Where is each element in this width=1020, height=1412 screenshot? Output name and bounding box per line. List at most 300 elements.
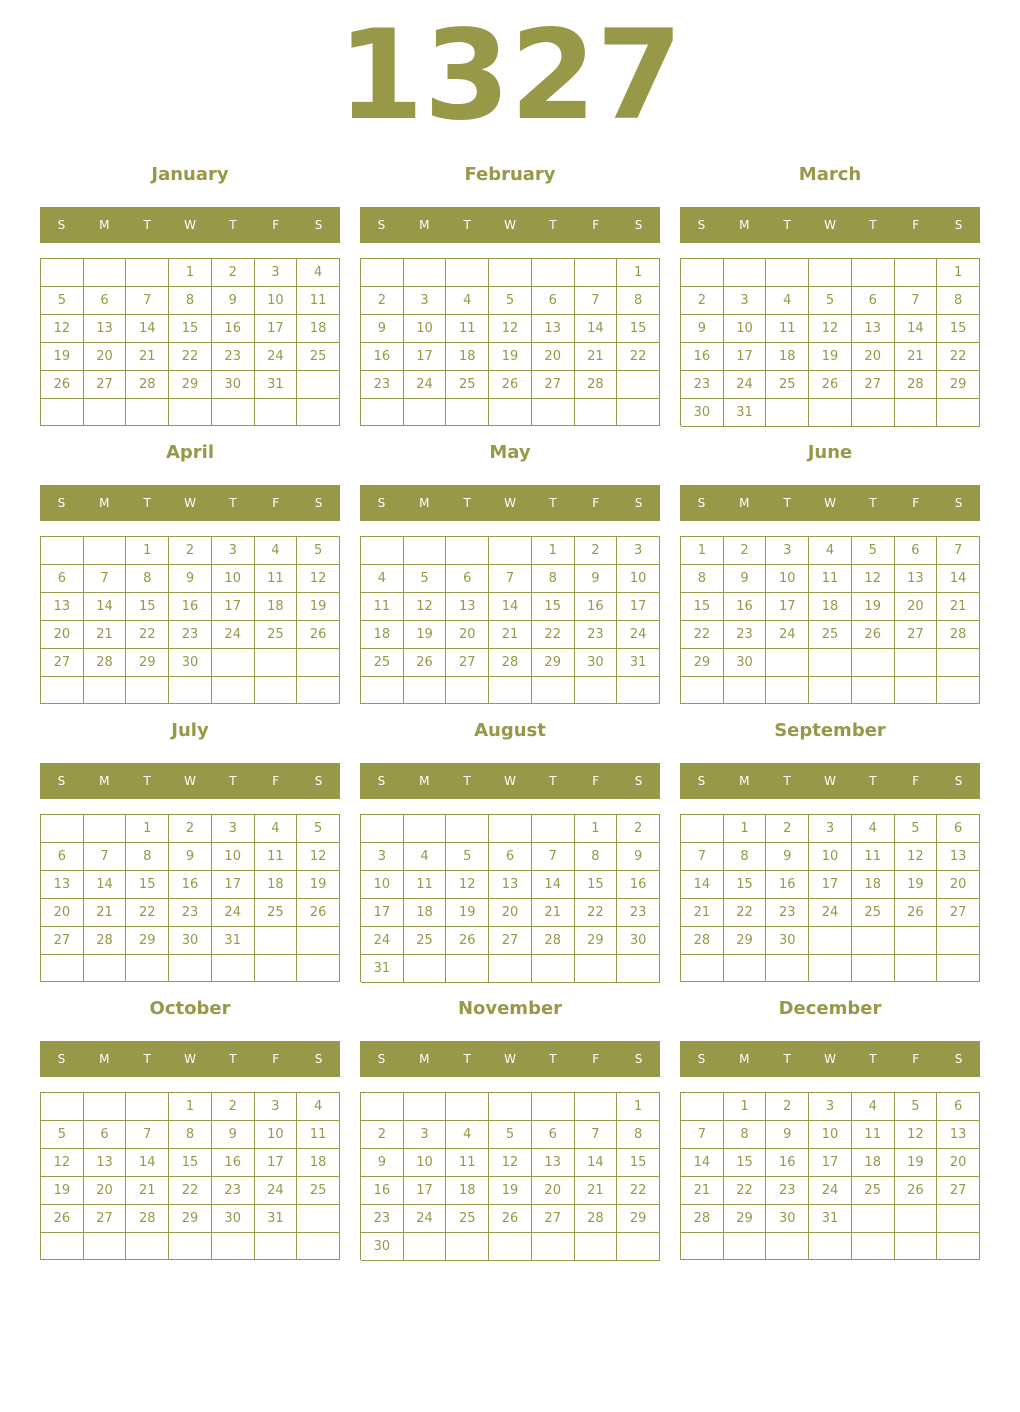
empty-cell — [724, 677, 767, 704]
day-cell: 4 — [446, 1121, 489, 1149]
weekday-label: F — [912, 1052, 920, 1066]
day-cell: 6 — [937, 815, 980, 843]
day-cell: 24 — [724, 371, 767, 399]
weekday-label: T — [869, 774, 877, 788]
empty-cell — [489, 677, 532, 704]
day-cell: 3 — [404, 1121, 447, 1149]
day-cell: 19 — [446, 899, 489, 927]
empty-cell — [852, 259, 895, 287]
day-cell: 23 — [169, 621, 212, 649]
empty-cell — [489, 399, 532, 426]
empty-cell — [937, 1233, 980, 1260]
day-cell: 21 — [895, 343, 938, 371]
weekday-header — [680, 1041, 980, 1077]
day-cell: 30 — [617, 927, 660, 955]
month-name: July — [171, 720, 209, 741]
weekday-label: M — [99, 1052, 110, 1066]
day-cell: 9 — [681, 315, 724, 343]
day-cell: 16 — [212, 315, 255, 343]
day-cell: 4 — [297, 1093, 340, 1121]
day-cell: 4 — [297, 259, 340, 287]
month-name: February — [464, 164, 556, 185]
day-cell: 17 — [809, 871, 852, 899]
empty-cell — [446, 955, 489, 983]
day-cell: 7 — [681, 1121, 724, 1149]
day-cell: 4 — [255, 815, 298, 843]
weekday-label: S — [954, 1052, 963, 1066]
day-cell: 24 — [212, 899, 255, 927]
day-cell: 11 — [255, 843, 298, 871]
day-cell: 29 — [617, 1205, 660, 1233]
day-cell: 6 — [489, 843, 532, 871]
day-cell: 25 — [255, 621, 298, 649]
day-cell: 7 — [489, 565, 532, 593]
empty-cell — [126, 955, 169, 982]
empty-cell — [575, 1233, 618, 1261]
day-cell: 13 — [937, 1121, 980, 1149]
empty-cell — [809, 259, 852, 287]
day-cell: 14 — [84, 593, 127, 621]
day-cell: 15 — [724, 1149, 767, 1177]
empty-cell — [809, 927, 852, 955]
day-cell: 24 — [361, 927, 404, 955]
weekday-label: T — [463, 496, 471, 510]
day-cell: 28 — [84, 927, 127, 955]
empty-cell — [809, 677, 852, 704]
empty-cell — [446, 399, 489, 426]
weekday-label: T — [229, 1052, 237, 1066]
empty-cell — [809, 955, 852, 982]
day-cell: 1 — [169, 1093, 212, 1121]
empty-cell — [446, 1093, 489, 1121]
day-cell: 15 — [575, 871, 618, 899]
day-cell: 21 — [575, 343, 618, 371]
empty-cell — [255, 649, 298, 677]
day-cell: 16 — [724, 593, 767, 621]
day-cell: 12 — [809, 315, 852, 343]
empty-cell — [617, 371, 660, 399]
day-cell: 5 — [895, 1093, 938, 1121]
weekday-header — [360, 763, 660, 799]
day-cell: 30 — [766, 927, 809, 955]
day-cell: 13 — [937, 843, 980, 871]
day-cell: 2 — [766, 1093, 809, 1121]
empty-cell — [575, 955, 618, 983]
day-cell: 23 — [766, 899, 809, 927]
empty-cell — [297, 955, 340, 982]
day-cell: 30 — [212, 371, 255, 399]
day-cell: 15 — [126, 593, 169, 621]
day-cell: 7 — [681, 843, 724, 871]
day-cell: 31 — [255, 371, 298, 399]
day-cell: 23 — [361, 371, 404, 399]
day-cell: 20 — [852, 343, 895, 371]
day-cell: 26 — [852, 621, 895, 649]
day-cell: 26 — [895, 1177, 938, 1205]
weekday-label: T — [463, 1052, 471, 1066]
day-cell: 25 — [297, 1177, 340, 1205]
empty-cell — [937, 649, 980, 677]
day-cell: 7 — [84, 843, 127, 871]
day-cell: 20 — [84, 343, 127, 371]
empty-cell — [361, 677, 404, 704]
day-cell: 13 — [852, 315, 895, 343]
day-cell: 31 — [361, 955, 404, 983]
weekday-header — [40, 207, 340, 243]
day-cell: 10 — [255, 1121, 298, 1149]
day-cell: 29 — [681, 649, 724, 677]
weekday-label: M — [419, 496, 430, 510]
day-cell: 8 — [617, 1121, 660, 1149]
day-cell: 29 — [126, 649, 169, 677]
weekday-label: S — [57, 218, 66, 232]
day-cell: 27 — [532, 1205, 575, 1233]
empty-cell — [895, 1205, 938, 1233]
day-cell: 31 — [617, 649, 660, 677]
day-cell: 18 — [297, 315, 340, 343]
empty-cell — [255, 677, 298, 704]
day-cell: 17 — [212, 871, 255, 899]
empty-cell — [766, 649, 809, 677]
day-cell: 4 — [766, 287, 809, 315]
day-cell: 8 — [169, 1121, 212, 1149]
day-cell: 20 — [41, 621, 84, 649]
day-cell: 5 — [404, 565, 447, 593]
day-cell: 19 — [297, 593, 340, 621]
weekday-header — [680, 207, 980, 243]
day-cell: 24 — [766, 621, 809, 649]
day-cell: 21 — [681, 1177, 724, 1205]
empty-cell — [404, 399, 447, 426]
weekday-label: M — [739, 774, 750, 788]
day-grid — [360, 814, 660, 982]
day-cell: 10 — [617, 565, 660, 593]
day-cell: 2 — [212, 259, 255, 287]
day-cell: 14 — [895, 315, 938, 343]
empty-cell — [126, 1093, 169, 1121]
day-cell: 27 — [84, 1205, 127, 1233]
day-cell: 12 — [895, 843, 938, 871]
empty-cell — [404, 955, 447, 983]
day-cell: 1 — [937, 259, 980, 287]
day-grid — [40, 1092, 340, 1260]
day-cell: 13 — [41, 593, 84, 621]
day-cell: 14 — [489, 593, 532, 621]
day-cell: 11 — [852, 1121, 895, 1149]
empty-cell — [404, 537, 447, 565]
day-cell: 20 — [446, 621, 489, 649]
weekday-label: W — [504, 774, 516, 788]
empty-cell — [255, 955, 298, 982]
weekday-label: T — [229, 496, 237, 510]
empty-cell — [212, 1233, 255, 1260]
day-cell: 26 — [489, 371, 532, 399]
day-cell: 6 — [852, 287, 895, 315]
day-cell: 8 — [937, 287, 980, 315]
day-cell: 2 — [212, 1093, 255, 1121]
day-cell: 3 — [617, 537, 660, 565]
empty-cell — [297, 649, 340, 677]
month-name: April — [165, 442, 215, 463]
day-cell: 1 — [575, 815, 618, 843]
day-cell: 11 — [852, 843, 895, 871]
month-name: March — [798, 164, 862, 185]
day-cell: 21 — [532, 899, 575, 927]
month-name: September — [774, 720, 886, 741]
day-cell: 8 — [169, 287, 212, 315]
day-cell: 10 — [212, 565, 255, 593]
weekday-label: T — [463, 774, 471, 788]
day-cell: 14 — [532, 871, 575, 899]
day-cell: 18 — [852, 1149, 895, 1177]
empty-cell — [84, 1093, 127, 1121]
day-cell: 5 — [489, 287, 532, 315]
day-cell: 12 — [297, 843, 340, 871]
weekday-label: S — [954, 496, 963, 510]
empty-cell — [766, 955, 809, 982]
day-cell: 17 — [404, 343, 447, 371]
day-cell: 4 — [361, 565, 404, 593]
day-cell: 19 — [895, 871, 938, 899]
day-cell: 30 — [766, 1205, 809, 1233]
weekday-label: W — [184, 218, 196, 232]
weekday-label: F — [592, 218, 600, 232]
month-name: November — [457, 998, 563, 1019]
day-cell: 20 — [532, 343, 575, 371]
day-cell: 11 — [446, 1149, 489, 1177]
empty-cell — [532, 677, 575, 704]
day-cell: 14 — [575, 1149, 618, 1177]
empty-cell — [617, 1233, 660, 1261]
day-cell: 6 — [937, 1093, 980, 1121]
day-cell: 17 — [212, 593, 255, 621]
empty-cell — [895, 649, 938, 677]
weekday-header — [40, 1041, 340, 1077]
empty-cell — [532, 1093, 575, 1121]
day-cell: 24 — [809, 1177, 852, 1205]
day-cell: 18 — [361, 621, 404, 649]
day-cell: 11 — [766, 315, 809, 343]
day-cell: 22 — [937, 343, 980, 371]
day-cell: 21 — [575, 1177, 618, 1205]
day-cell: 12 — [297, 565, 340, 593]
weekday-label: W — [824, 1052, 836, 1066]
day-cell: 22 — [681, 621, 724, 649]
day-cell: 27 — [852, 371, 895, 399]
day-grid — [680, 814, 980, 982]
day-cell: 29 — [532, 649, 575, 677]
day-cell: 16 — [169, 871, 212, 899]
day-grid — [360, 258, 660, 426]
day-cell: 28 — [126, 1205, 169, 1233]
day-cell: 1 — [617, 1093, 660, 1121]
day-cell: 27 — [41, 927, 84, 955]
day-cell: 17 — [724, 343, 767, 371]
weekday-header — [40, 763, 340, 799]
day-cell: 19 — [852, 593, 895, 621]
day-cell: 19 — [41, 1177, 84, 1205]
day-cell: 23 — [766, 1177, 809, 1205]
day-cell: 2 — [681, 287, 724, 315]
day-cell: 8 — [724, 843, 767, 871]
day-cell: 3 — [724, 287, 767, 315]
weekday-label: S — [377, 496, 386, 510]
day-cell: 13 — [446, 593, 489, 621]
day-cell: 11 — [446, 315, 489, 343]
empty-cell — [532, 815, 575, 843]
day-cell: 13 — [895, 565, 938, 593]
empty-cell — [212, 677, 255, 704]
empty-cell — [126, 1233, 169, 1260]
empty-cell — [212, 399, 255, 426]
empty-cell — [41, 259, 84, 287]
weekday-label: M — [739, 1052, 750, 1066]
day-cell: 9 — [361, 315, 404, 343]
day-cell: 3 — [404, 287, 447, 315]
day-cell: 19 — [404, 621, 447, 649]
day-cell: 2 — [361, 287, 404, 315]
day-cell: 13 — [532, 1149, 575, 1177]
day-cell: 16 — [766, 1149, 809, 1177]
day-cell: 11 — [361, 593, 404, 621]
day-cell: 14 — [681, 1149, 724, 1177]
empty-cell — [255, 399, 298, 426]
day-cell: 18 — [446, 343, 489, 371]
day-cell: 5 — [41, 1121, 84, 1149]
empty-cell — [84, 677, 127, 704]
day-cell: 17 — [404, 1177, 447, 1205]
day-cell: 31 — [255, 1205, 298, 1233]
weekday-header — [40, 485, 340, 521]
day-cell: 10 — [212, 843, 255, 871]
empty-cell — [809, 649, 852, 677]
day-cell: 26 — [297, 621, 340, 649]
day-cell: 8 — [126, 565, 169, 593]
day-cell: 26 — [489, 1205, 532, 1233]
empty-cell — [895, 259, 938, 287]
empty-cell — [489, 815, 532, 843]
day-cell: 5 — [852, 537, 895, 565]
empty-cell — [895, 955, 938, 982]
weekday-label: T — [549, 1052, 557, 1066]
day-cell: 18 — [255, 871, 298, 899]
day-cell: 31 — [809, 1205, 852, 1233]
day-cell: 22 — [126, 621, 169, 649]
day-cell: 29 — [724, 927, 767, 955]
day-cell: 26 — [809, 371, 852, 399]
day-cell: 9 — [766, 843, 809, 871]
day-cell: 7 — [126, 1121, 169, 1149]
empty-cell — [852, 927, 895, 955]
day-cell: 6 — [41, 843, 84, 871]
day-cell: 19 — [895, 1149, 938, 1177]
weekday-label: M — [419, 218, 430, 232]
day-cell: 24 — [212, 621, 255, 649]
day-cell: 1 — [532, 537, 575, 565]
day-cell: 8 — [126, 843, 169, 871]
day-cell: 29 — [575, 927, 618, 955]
day-cell: 2 — [169, 537, 212, 565]
day-grid — [680, 258, 980, 426]
day-cell: 29 — [169, 1205, 212, 1233]
day-cell: 28 — [575, 371, 618, 399]
weekday-label: F — [272, 774, 280, 788]
day-cell: 21 — [126, 343, 169, 371]
weekday-label: M — [99, 218, 110, 232]
weekday-header — [360, 485, 660, 521]
weekday-label: T — [549, 218, 557, 232]
day-cell: 12 — [895, 1121, 938, 1149]
day-cell: 1 — [169, 259, 212, 287]
day-cell: 12 — [852, 565, 895, 593]
empty-cell — [361, 815, 404, 843]
empty-cell — [169, 1233, 212, 1260]
weekday-label: S — [57, 496, 66, 510]
day-cell: 21 — [126, 1177, 169, 1205]
day-cell: 30 — [575, 649, 618, 677]
day-cell: 28 — [681, 927, 724, 955]
month-name: October — [149, 998, 231, 1019]
day-cell: 30 — [212, 1205, 255, 1233]
day-cell: 10 — [255, 287, 298, 315]
day-cell: 6 — [84, 1121, 127, 1149]
day-cell: 29 — [169, 371, 212, 399]
empty-cell — [617, 399, 660, 426]
day-cell: 6 — [41, 565, 84, 593]
day-cell: 14 — [937, 565, 980, 593]
day-cell: 22 — [126, 899, 169, 927]
day-cell: 23 — [169, 899, 212, 927]
empty-cell — [489, 1093, 532, 1121]
empty-cell — [297, 927, 340, 955]
day-cell: 15 — [724, 871, 767, 899]
empty-cell — [766, 399, 809, 427]
day-cell: 22 — [532, 621, 575, 649]
empty-cell — [852, 677, 895, 704]
weekday-label: W — [504, 1052, 516, 1066]
day-cell: 1 — [724, 815, 767, 843]
empty-cell — [255, 927, 298, 955]
weekday-header — [680, 763, 980, 799]
day-cell: 27 — [532, 371, 575, 399]
empty-cell — [937, 955, 980, 982]
empty-cell — [937, 399, 980, 427]
empty-cell — [852, 649, 895, 677]
empty-cell — [446, 537, 489, 565]
day-cell: 10 — [766, 565, 809, 593]
weekday-label: T — [143, 218, 151, 232]
day-cell: 17 — [766, 593, 809, 621]
day-cell: 30 — [681, 399, 724, 427]
weekday-label: S — [697, 1052, 706, 1066]
day-cell: 20 — [532, 1177, 575, 1205]
empty-cell — [532, 1233, 575, 1261]
day-cell: 5 — [489, 1121, 532, 1149]
empty-cell — [255, 1233, 298, 1260]
day-cell: 2 — [766, 815, 809, 843]
day-grid — [680, 536, 980, 704]
empty-cell — [41, 399, 84, 426]
day-cell: 3 — [255, 1093, 298, 1121]
weekday-label: F — [272, 496, 280, 510]
day-cell: 10 — [809, 843, 852, 871]
day-cell: 12 — [446, 871, 489, 899]
weekday-label: F — [592, 774, 600, 788]
day-cell: 4 — [809, 537, 852, 565]
day-cell: 24 — [809, 899, 852, 927]
day-cell: 26 — [446, 927, 489, 955]
empty-cell — [446, 259, 489, 287]
